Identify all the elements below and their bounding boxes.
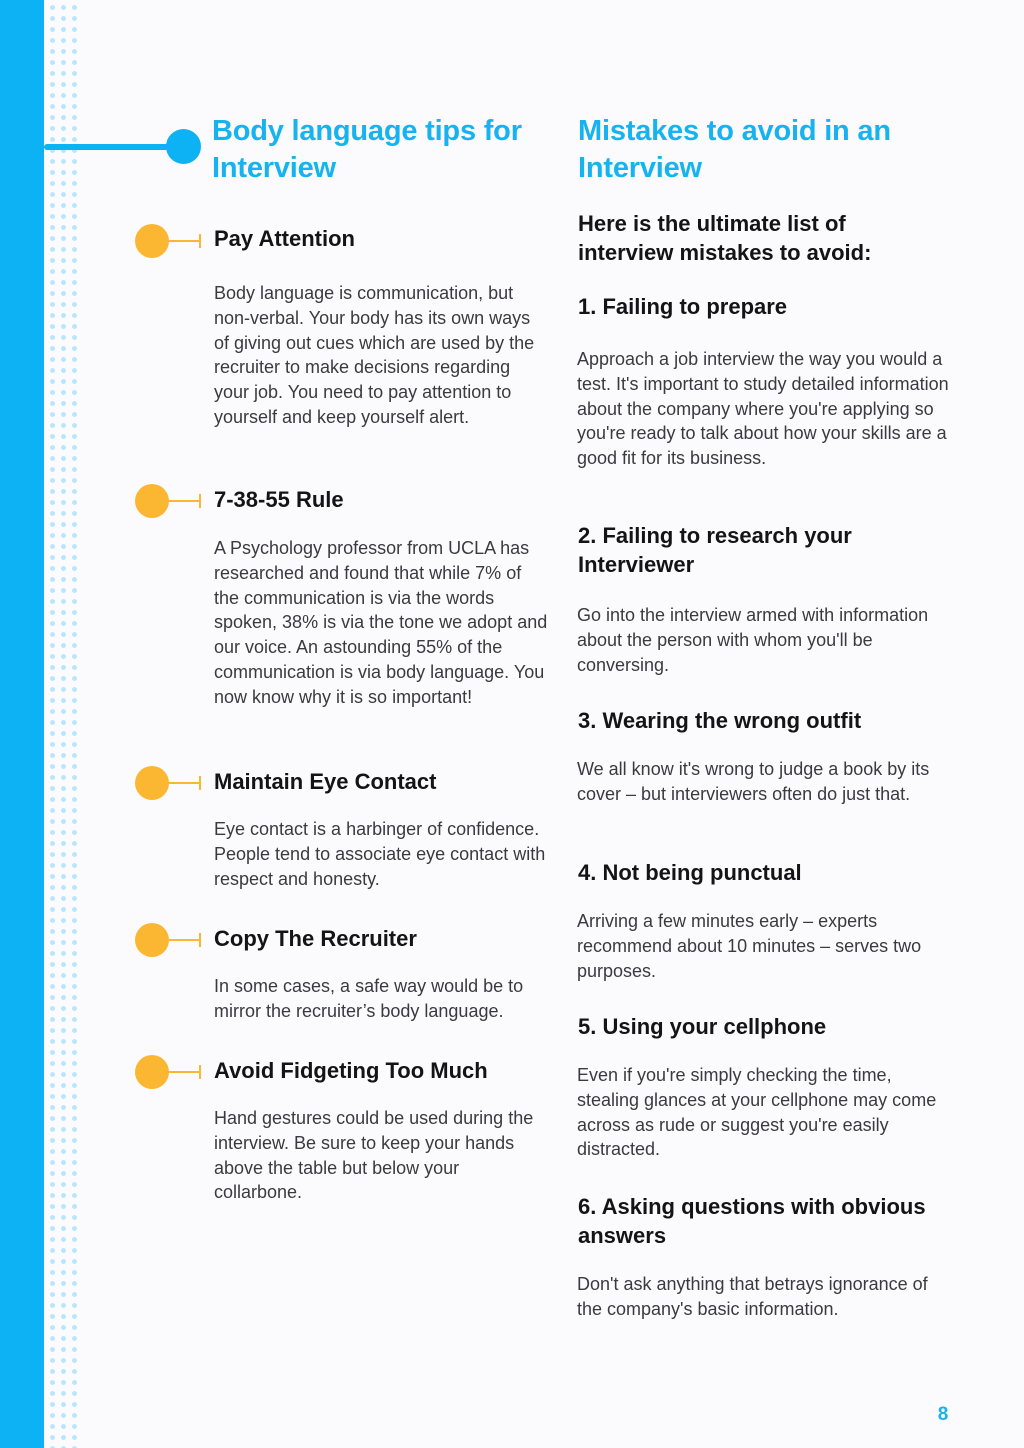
mistake-heading: 5. Using your cellphone [578,1014,827,1039]
tip-body: A Psychology professor from UCLA has researched and found that while 7% of the communication is via the words spoken, 38% is via the tone we adopt and our voice. An astounding 55% of the communication is via body language. You now know why it is so important! [214,538,548,707]
tip-marker [135,923,203,957]
left-column-title: Body language tips for Interview [212,115,522,184]
tip-heading: Copy The Recruiter [214,926,417,951]
tip-heading: Pay Attention [214,226,355,251]
tip-heading: Maintain Eye Contact [214,769,437,794]
tip-body: In some cases, a safe way would be to mirror the recruiter’s body language. [214,976,524,1021]
right-column-title: Mistakes to avoid in an Interview [578,115,891,184]
mistake-body: Even if you're simply checking the time, stealing glances at your cellphone may come across as rude or suggest you're easily distracted. [577,1065,937,1160]
mistake-body: We all know it's wrong to judge a book by its cover – but interviewers often do just that. [577,759,930,804]
title-connector-line [44,144,184,150]
tip-heading: Avoid Fidgeting Too Much [214,1058,488,1083]
mistake-heading: 4. Not being punctual [578,860,802,885]
title-bullet-dot [166,129,201,164]
tip-marker [135,1055,203,1089]
mistake-heading: 6. Asking questions with obvious answers [578,1194,926,1248]
tip-marker [135,766,203,800]
bullet-dot-icon [135,1055,169,1089]
dot-pattern-strip [44,0,78,1448]
intro-heading: Here is the ultimate list of interview mistakes to avoid: [578,211,872,265]
tip-body: Hand gestures could be used during the interview. Be sure to keep your hands above the table but below your collarbone. [214,1108,534,1203]
bullet-dot-icon [135,923,169,957]
page-number: 8 [937,1404,949,1425]
mistake-body: Go into the interview armed with information about the person with whom you'll be conversing. [577,605,929,675]
tip-body: Body language is communication, but non-verbal. Your body has its own ways of giving out cues which are used by the recruiter to make decisions regarding your job. You need to pay attention to yourself and keep yourself alert. [214,283,535,427]
tip-marker [135,484,203,518]
mistake-body: Arriving a few minutes early – experts recommend about 10 minutes – serves two purposes. [577,911,922,981]
mistake-heading: 3. Wearing the wrong outfit [578,708,862,733]
mistake-body: Approach a job interview the way you would a test. It's important to study detailed information about the company where you're applying so you're ready to talk about how your skills are a good fit for its business. [577,349,949,469]
mistake-heading: 2. Failing to research your Interviewer [578,523,852,577]
side-accent-bar [0,0,44,1448]
bullet-dot-icon [135,224,169,258]
mistake-heading: 1. Failing to prepare [578,294,788,319]
tip-heading: 7-38-55 Rule [214,487,344,512]
tip-marker [135,224,203,258]
bullet-dot-icon [135,484,169,518]
tip-body: Eye contact is a harbinger of confidence. People tend to associate eye contact with respect and honesty. [214,819,546,889]
bullet-dot-icon [135,766,169,800]
mistake-body: Don't ask anything that betrays ignorance of the company's basic information. [577,1274,928,1319]
